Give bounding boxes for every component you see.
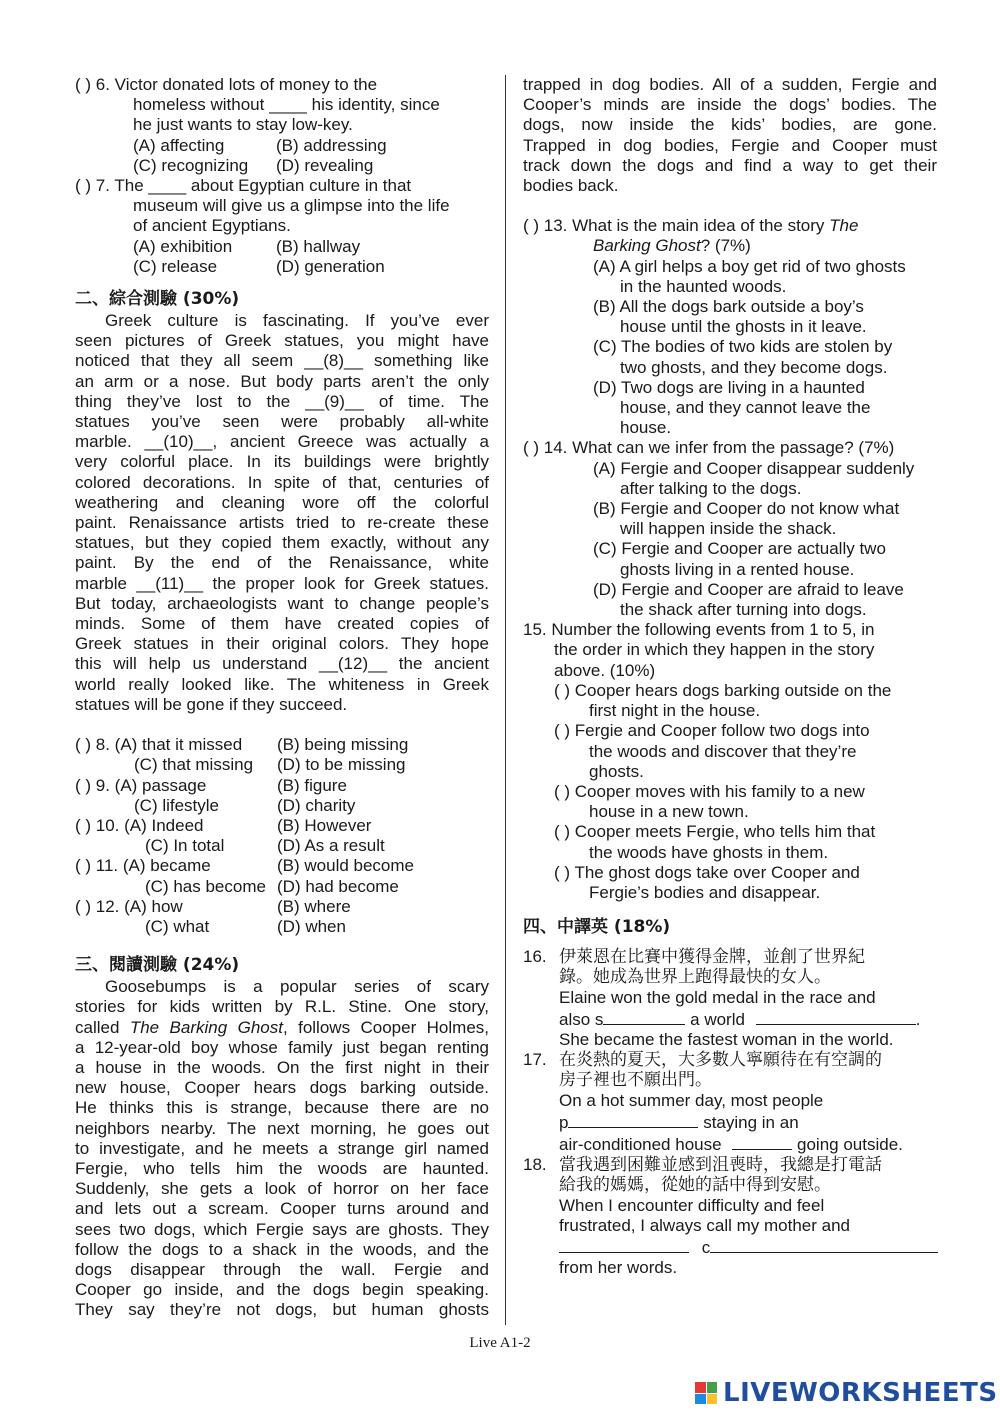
logo-text: LIVEWORKSHEETS [723,1378,998,1408]
question-7-options [133,237,489,257]
answer-option: (D) Fergie and Cooper are afraid to leave [593,579,904,599]
reading-passage [75,977,489,1320]
chinese-prompt: 當我遇到困難並感到沮喪時，我總是打電話 [559,1155,882,1176]
chinese-prompt: 房子裡也不願出門。 [559,1070,712,1091]
option-text: (B) being missing [277,735,409,755]
answer-option-line: house. [620,418,672,438]
event-item: ( ) Cooper hears dogs barking outside on the [554,680,892,700]
section-4-heading: 四、中譯英 (18%) [523,917,671,938]
event-item: ( ) Cooper meets Fergie, who tells him that [554,822,876,842]
answer-option: (A) Fergie and Cooper disappear suddenly [593,458,915,478]
passage-line: track down the dogs and find a way to get their [523,155,937,175]
passage-line: Greek culture is fascinating. If you’ve ever [105,311,489,331]
passage-line: weathering and cleaning wore off the colorful [75,492,489,512]
english-sentence: Elaine won the gold medal in the race and [559,987,876,1007]
answer-option-line: in the haunted woods. [620,276,787,296]
passage-line: statues, but they copied them exactly, without any [75,533,489,553]
column-divider [505,75,506,1325]
answer-option-line: will happen inside the shack. [620,519,837,539]
question-6-stem-line: he just wants to stay low-key. [133,115,353,135]
cloze-item-row [75,816,489,836]
option-text: (C) In total [145,836,225,856]
option-text: ( ) 8. (A) that it missed [75,735,243,755]
question-15-stem-line: the order in which they happen in the story [554,640,875,660]
sentence-text: staying in an [698,1112,799,1132]
section-2-heading: 二、綜合測驗 (30%) [75,289,240,310]
option-b: (B) hallway [276,236,361,256]
question-7-stem: ( ) 7. The ____ about Egyptian culture in that [75,176,412,196]
option-text: ( ) 11. (A) became [75,856,211,876]
option-text: (B) where [277,896,351,916]
cloze-item-row [75,796,489,816]
passage-line: stories for kids written by R.L. Stine. One story, [75,997,489,1017]
english-sentence-with-blanks [559,1111,937,1133]
answer-option: (C) The bodies of two kids are stolen by [593,337,893,357]
answer-option-line: house, and they cannot leave the [620,398,871,418]
question-15 [523,620,937,903]
cloze-item-row [75,856,489,876]
answer-blank[interactable] [756,1008,916,1025]
question-6-options [133,156,489,176]
passage-line: marble. __(10)__, ancient Greece was actually a [75,432,489,452]
english-sentence: She became the fastest woman in the world. [559,1029,894,1049]
passage-line: dogs disappear through the wall. Fergie and [75,1259,489,1279]
passage-line: He thinks this is strange, because there are no [75,1098,489,1118]
question-15-stem: 15. Number the following events from 1 to 5, in [523,620,875,640]
option-a: (A) exhibition [133,236,233,256]
question-13-stem: ( ) 13. What is the main idea of the story The [523,216,859,236]
answer-option-line: ghosts living in a rented house. [620,559,855,579]
passage-line: world really looked like. The whiteness in Greek [75,674,489,694]
passage-line: and lets out a scream. Cooper turns around and [75,1199,489,1219]
answer-option-line: two ghosts, and they become dogs. [620,357,888,377]
english-sentence: from her words. [559,1258,678,1278]
passage-line: to investigate, and he meets a strange girl named [75,1138,489,1158]
answer-option: (C) Fergie and Cooper are actually two [593,539,886,559]
page-footer: Live A1-2 [469,1335,531,1351]
answer-option: (B) Fergie and Cooper do not know what [593,499,900,519]
question-15-stem-line: above. (10%) [554,660,656,680]
cloze-questions [75,735,489,937]
blank-hint: also s [559,1009,604,1029]
passage-line: Suddenly, she gets a look of horror on her face [75,1179,489,1199]
passage-line: called The Barking Ghost, follows Cooper Holmes, [75,1017,489,1037]
passage-line: statues you’ve seen were probably all-white [75,412,489,432]
option-text: (D) to be missing [277,755,406,775]
left-column [75,75,489,1321]
option-text: (D) charity [277,795,356,815]
english-sentence-with-blanks [559,1008,937,1030]
chinese-prompt: 錄。她成為世界上跑得最快的女人。 [559,967,831,988]
english-sentence-with-blanks [559,1133,937,1155]
blank-hint: c [701,1237,711,1257]
question-13 [523,216,937,438]
answer-option-line: after talking to the dogs. [620,478,802,498]
answer-blank[interactable] [732,1133,792,1150]
option-d: (D) revealing [276,155,374,175]
passage-line: But today, archaeologists want to change people’s [75,593,489,613]
cloze-item-row [75,897,489,917]
question-16 [523,947,937,1050]
answer-blank[interactable] [568,1111,698,1128]
passage-line: sees two dogs, which Fergie says are ghosts. They [75,1219,489,1239]
option-text: ( ) 9. (A) passage [75,775,207,795]
cloze-item-row [75,735,489,755]
passage-line: They say they’re not dogs, but human ghosts [75,1300,489,1320]
blank-hint: p [559,1112,569,1132]
passage-line: Goosebumps is a popular series of scary [105,977,489,997]
chinese-prompt: 給我的媽媽，從她的話中得到安慰。 [559,1175,831,1196]
event-item: ( ) Cooper moves with his family to a new [554,781,865,801]
answer-option-line: house until the ghosts in it leave. [620,317,867,337]
right-column [523,75,937,1278]
passage-line: a house in the woods. On the first night in their [75,1057,489,1077]
passage-line: Cooper’s minds are inside the dogs’ bodies. The [523,95,937,115]
event-item-line: Fergie’s bodies and disappear. [589,882,821,902]
question-6 [75,75,489,176]
question-number: 17. [523,1050,547,1070]
cloze-item-row [75,917,489,937]
event-item-line: ghosts. [589,761,644,781]
passage-line: Trapped in dog bodies, Fergie and Cooper must [523,135,937,155]
answer-option: (A) A girl helps a boy get rid of two ghosts [593,256,906,276]
cloze-item-row [75,755,489,775]
chinese-prompt: 伊萊恩在比賽中獲得金牌，並創了世界紀 [559,947,865,968]
option-text: (C) that missing [134,755,254,775]
option-text: (B) figure [277,775,347,795]
question-14 [523,438,937,620]
question-18 [523,1155,937,1278]
sentence-text: . [915,1009,921,1029]
option-text: (C) lifestyle [134,795,220,815]
english-sentence-with-blanks [559,1236,937,1258]
passage-line: follow the dogs to a shack in the woods, and the [75,1239,489,1259]
passage-line: colored decorations. In spite of that, centuries of [75,472,489,492]
passage-line: neighbors nearby. The next morning, he goes out [75,1118,489,1138]
passage-line: Greek statues in their original colors. They hope [75,634,489,654]
option-text: (B) However [277,815,372,835]
option-c: (C) release [133,256,218,276]
logo-icon [695,1382,717,1404]
option-text: (D) had become [277,876,399,896]
passage-line: bodies back. [523,176,619,196]
cloze-item-row [75,836,489,856]
passage-line: minds. Some of them have created copies of [75,614,489,634]
question-number: 16. [523,947,547,967]
question-7 [75,176,489,277]
question-number: 18. [523,1155,547,1175]
question-6-options [133,136,489,156]
passage-line: this will help us understand __(12)__ the ancient [75,654,489,674]
liveworksheets-logo [695,1378,998,1408]
option-a: (A) affecting [133,135,225,155]
question-14-stem: ( ) 14. What can we infer from the passage? (7%) [523,438,895,458]
passage-line: marble __(11)__ the proper look for Greek statues. [75,573,489,593]
answer-option: (B) All the dogs bark outside a boy’s [593,297,864,317]
reading-passage-continued [523,75,937,196]
question-7-stem-line: of ancient Egyptians. [133,216,291,236]
english-sentence: frustrated, I always call my mother and [559,1215,851,1235]
section-3-heading: 三、閱讀測驗 (24%) [75,955,240,976]
option-text: (C) has become [145,876,266,896]
passage-line: paint. Renaissance artists tried to re-create these [75,513,489,533]
event-item-line: house in a new town. [589,802,749,822]
question-7-options [133,257,489,277]
passage-line: dogs, now inside the kids’ bodies, are gone. [523,115,937,135]
chinese-prompt: 在炎熱的夏天，大多數人寧願待在有空調的 [559,1050,882,1071]
passage-line: statues will be gone if they succeed. [75,694,348,714]
sentence-text: going outside. [792,1134,903,1154]
sentence-text: a world [685,1009,745,1029]
event-item-line: first night in the house. [589,701,761,721]
event-item-line: the woods and discover that they’re [589,741,857,761]
english-sentence: On a hot summer day, most people [559,1090,824,1110]
passage-line: Cooper go inside, and the dogs begin speaking. [75,1280,489,1300]
question-7-stem-line: museum will give us a glimpse into the life [133,196,450,216]
passage-line: Fergie, who tells him the woods are haunted. [75,1158,489,1178]
passage-line: a 12-year-old boy whose family just began renting [75,1037,489,1057]
option-text: ( ) 12. (A) how [75,896,183,916]
cloze-item-row [75,877,489,897]
sentence-text: air-conditioned house [559,1134,722,1154]
cloze-item-row [75,776,489,796]
option-b: (B) addressing [276,135,387,155]
passage-line: trapped in dog bodies. All of a sudden, Fergie and [523,75,937,94]
passage-line: seen pictures of Greek statues, you might have [75,331,489,351]
cloze-passage [75,311,489,715]
option-text: (C) what [145,916,210,936]
answer-blank[interactable] [710,1236,938,1253]
passage-line: new house, Cooper hears dogs barking outside. [75,1078,489,1098]
option-text: ( ) 10. (A) Indeed [75,815,204,835]
passage-line: thing they’ve lost to the __(9)__ of time. The [75,391,489,411]
answer-option: (D) Two dogs are living in a haunted [593,377,865,397]
answer-blank[interactable] [603,1008,685,1025]
option-d: (D) generation [276,256,385,276]
option-c: (C) recognizing [133,155,249,175]
event-item-line: the woods have ghosts in them. [589,842,829,862]
option-text: (D) when [277,916,346,936]
english-sentence: When I encounter difficulty and feel [559,1195,825,1215]
question-17 [523,1050,937,1155]
passage-line: an arm or a nose. But body parts aren’t the only [75,371,489,391]
passage-line: very colorful place. In its buildings were brightly [75,452,489,472]
option-text: (D) As a result [277,836,385,856]
answer-option-line: the shack after turning into dogs. [620,600,867,620]
passage-line: noticed that they all seem __(8)__ something like [75,351,489,371]
event-item: ( ) Fergie and Cooper follow two dogs into [554,721,870,741]
question-13-stem-line: Barking Ghost? (7%) [593,236,751,256]
answer-blank[interactable] [559,1236,689,1253]
option-text: (B) would become [277,856,415,876]
question-6-stem: ( ) 6. Victor donated lots of money to the [75,75,378,94]
question-6-stem-line: homeless without ____ his identity, since [133,95,440,115]
passage-line: paint. By the end of the Renaissance, white [75,553,489,573]
event-item: ( ) The ghost dogs take over Cooper and [554,862,860,882]
